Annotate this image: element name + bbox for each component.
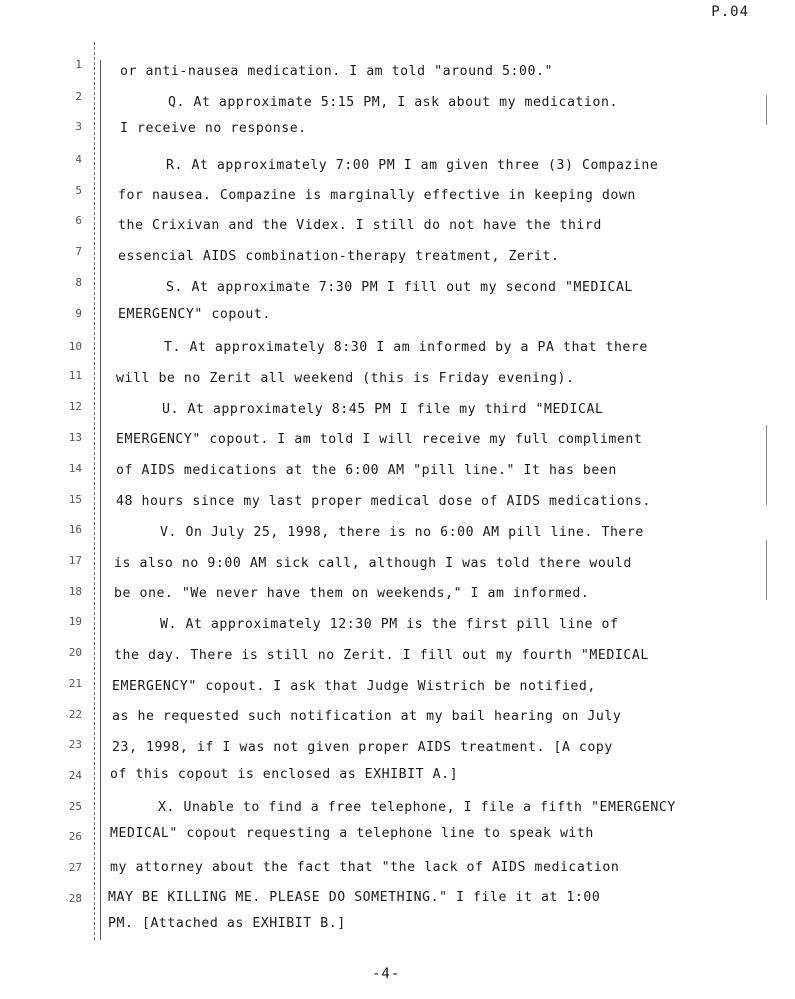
line-number: 25: [68, 800, 82, 813]
line-number: 20: [68, 646, 82, 659]
page-code: P.04: [711, 4, 749, 20]
margin-rule-outer: [94, 42, 95, 940]
line-number: 16: [68, 523, 82, 536]
line-number: 4: [75, 153, 82, 166]
line-number: 19: [68, 615, 82, 628]
line-number: 5: [75, 184, 82, 197]
text-line: my attorney about the fact that "the lack of AIDS medication: [110, 860, 620, 875]
margin-rule-inner: [100, 60, 101, 940]
text-line: U. At approximately 8:45 PM I file my third "MEDICAL: [162, 402, 604, 417]
line-number: 6: [75, 214, 82, 227]
margin-rule-right: [766, 95, 767, 125]
line-number: 17: [68, 554, 82, 567]
line-number: 18: [68, 585, 82, 598]
text-line: EMERGENCY" copout. I ask that Judge Wistrich be notified,: [112, 679, 596, 694]
text-line: PM. [Attached as EXHIBIT B.]: [108, 916, 346, 931]
margin-rule-right: [766, 425, 767, 505]
text-line: EMERGENCY" copout.: [118, 307, 271, 322]
text-line: the Crixivan and the Videx. I still do not have the third: [118, 218, 602, 233]
line-number: 24: [68, 769, 82, 782]
line-number: 3: [75, 120, 82, 133]
text-line: MAY BE KILLING ME. PLEASE DO SOMETHING." I file it at 1:00: [108, 890, 601, 905]
text-line: or anti-nausea medication. I am told "around 5:00.": [120, 64, 553, 79]
line-number: 22: [68, 708, 82, 721]
text-line: 48 hours since my last proper medical dose of AIDS medications.: [116, 494, 651, 509]
text-line: R. At approximately 7:00 PM I am given three (3) Compazine: [166, 158, 659, 173]
text-line: 23, 1998, if I was not given proper AIDS treatment. [A copy: [112, 740, 613, 755]
text-line: X. Unable to find a free telephone, I file a fifth "EMERGENCY: [158, 800, 676, 815]
text-line: be one. "We never have them on weekends," I am informed.: [114, 586, 590, 601]
line-number: 26: [68, 830, 82, 843]
text-line: essencial AIDS combination-therapy treatment, Zerit.: [118, 249, 560, 264]
text-line: is also no 9:00 AM sick call, although I was told there would: [114, 556, 632, 571]
text-line: S. At approximate 7:30 PM I fill out my second "MEDICAL: [166, 280, 633, 295]
line-number: 9: [75, 307, 82, 320]
text-line: Q. At approximate 5:15 PM, I ask about my medication.: [168, 95, 618, 110]
line-number: 10: [68, 340, 82, 353]
text-line: EMERGENCY" copout. I am told I will receive my full compliment: [116, 432, 643, 447]
line-number: 28: [68, 892, 82, 905]
line-number: 7: [75, 245, 82, 258]
text-line: of this copout is enclosed as EXHIBIT A.]: [110, 767, 459, 782]
line-number: 15: [68, 493, 82, 506]
line-number: 11: [68, 369, 82, 382]
text-line: T. At approximately 8:30 I am informed by a PA that there: [164, 340, 648, 355]
text-line: W. At approximately 12:30 PM is the first pill line of: [160, 617, 619, 632]
margin-rule-right: [766, 540, 767, 600]
text-line: as he requested such notification at my bail hearing on July: [112, 709, 622, 724]
text-line: the day. There is still no Zerit. I fill out my fourth "MEDICAL: [114, 648, 649, 663]
text-line: for nausea. Compazine is marginally effective in keeping down: [118, 188, 636, 203]
text-line: V. On July 25, 1998, there is no 6:00 AM pill line. There: [160, 525, 644, 540]
line-number: 27: [68, 861, 82, 874]
text-line: I receive no response.: [120, 121, 307, 136]
line-number: 12: [68, 400, 82, 413]
text-line: MEDICAL" copout requesting a telephone line to speak with: [110, 826, 594, 841]
line-number: 21: [68, 677, 82, 690]
page-number: -4-: [372, 966, 401, 982]
line-number: 23: [68, 738, 82, 751]
line-number: 1: [75, 58, 82, 71]
text-line: will be no Zerit all weekend (this is Friday evening).: [116, 371, 575, 386]
line-number: 2: [75, 90, 82, 103]
line-number: 14: [68, 462, 82, 475]
line-number: 13: [68, 431, 82, 444]
text-line: of AIDS medications at the 6:00 AM "pill line." It has been: [116, 463, 617, 478]
line-number: 8: [75, 276, 82, 289]
